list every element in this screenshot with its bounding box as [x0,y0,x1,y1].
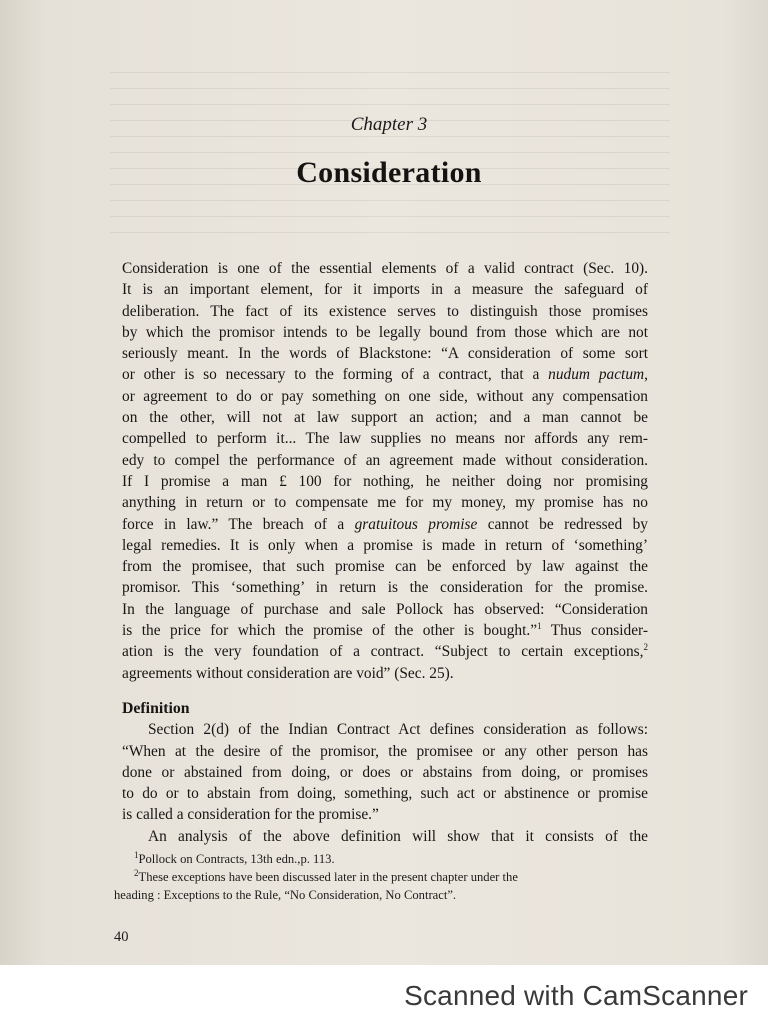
definition-line: “When at the desire of the promisor, the promisee or any other person has [122,742,648,760]
text-run: or other is so necessary to the forming of a contract, that a [122,366,549,384]
text-run: or agreement to do or pay something on one side, without any compensation [122,387,648,405]
section-heading-definition: Definition [122,699,190,717]
intro-line [122,492,648,513]
page-number: 40 [114,929,129,945]
intro-line [122,386,648,407]
footnote-1: $^1$Pollock on Contracts, 13th edn.,p. 113. [134,849,335,866]
italic-phrase: nudum pactum, [548,366,648,384]
footnote-mark: 1 [134,849,139,860]
text-run: If I promise a man £ 100 for nothing, he neither doing nor promising [122,472,648,490]
text-run: seriously meant. In the words of Blackstone: “A consideration of some sort [122,345,648,363]
footnote-2-continuation: heading : Exceptions to the Rule, “No Consideration, No Contract”. [114,888,457,902]
text-run: from the promisee, that such promise can be enforced by law against the [122,558,648,576]
text-run: cannot be redressed by [477,515,648,533]
footnote-2: $^2$These exceptions have been discussed later in the present chapter under the [134,867,518,884]
italic-phrase: gratuitous promise [354,515,478,533]
intro-line [122,471,648,492]
text-run: edy to compel the performance of an agreement made without consideration. [122,451,648,469]
intro-line-text [122,407,648,428]
intro-line-text [122,301,648,322]
definition-line: to do or to abstain from doing, something, such act or abstinence or promise [122,785,648,803]
chapter-title: Consideration [296,156,482,189]
footnotes [114,850,636,904]
intro-line [122,364,648,385]
intro-line-text [122,556,648,577]
intro-line-text [122,279,648,300]
intro-line-text [122,599,648,620]
intro-line-text [122,322,648,343]
intro-line [122,301,648,322]
intro-line [122,556,648,577]
text-run: In the language of purchase and sale Pollock has observed: “Consideration [122,600,648,618]
definition-paragraph [122,719,648,847]
intro-line [122,599,648,620]
text-run: anything in return or to compensate me for my money, my promise has no [122,494,648,512]
chapter-label: Chapter 3 [350,114,428,135]
footnote-ref: 2 [643,642,648,653]
intro-line-text [122,535,648,556]
text-run: by which the promisor intends to be legally bound from those which are not [122,323,648,341]
text-run: is the price for which the promise of the other is bought.” [122,622,538,640]
intro-line [122,663,648,684]
intro-line [122,407,648,428]
intro-line-text [122,663,454,684]
intro-line-text [122,577,648,598]
intro-paragraph [122,258,648,684]
text-run: legal remedies. It is only when a promise is made in return of ‘something’ [122,536,648,554]
intro-line [122,514,648,535]
intro-line-text [122,450,648,471]
text-run: promisor. This ‘something’ in return is the consideration for the promise. [122,579,648,597]
definition-line: An analysis of the above definition will show that it consists of the [148,827,648,845]
camscanner-watermark: Scanned with CamScanner [404,980,748,1011]
definition-line: done or abstained from doing, or does or abstains from doing, or promises [122,763,648,781]
body-text [122,258,648,847]
intro-line [122,577,648,598]
text-run: It is an important element, for it imports in a measure the safeguard of [122,281,648,299]
intro-line [122,641,648,662]
text-run: Thus consider- [541,622,648,640]
definition-line: is called a consideration for the promise.” [122,806,379,824]
intro-line [122,450,648,471]
intro-line [122,258,648,279]
text-run: on the other, will not at law support an action; and a man cannot be [122,409,648,427]
text-run: force in law.” The breach of a [122,515,355,533]
intro-line-text [122,641,648,662]
footnote-mark: 2 [134,867,139,878]
definition-line: Section 2(d) of the Indian Contract Act defines consideration as follows: [148,721,648,739]
intro-line-text [122,514,648,535]
intro-line-text [122,364,648,385]
text-run: ation is the very foundation of a contract. “Subject to certain exceptions, [122,643,644,661]
text-run: compelled to perform it... The law supplies no means nor affords any rem- [122,430,648,448]
text-run: Consideration is one of the essential elements of a valid contract (Sec. 10). [122,260,648,277]
intro-line [122,620,648,641]
text-run: agreements without consideration are void” (Sec. 25). [122,664,454,682]
intro-line [122,428,648,449]
intro-line-text [122,386,648,407]
intro-line [122,535,648,556]
intro-line [122,322,648,343]
intro-line-text [122,492,648,513]
intro-line [122,343,648,364]
intro-line-text [122,620,648,641]
intro-line-text [122,258,648,279]
text-run: deliberation. The fact of its existence serves to distinguish those promises [122,302,648,320]
footnote-ref: 1 [537,620,542,631]
intro-line [122,279,648,300]
intro-line-text [122,343,648,364]
intro-line-text [122,428,648,449]
intro-line-text [122,471,648,492]
